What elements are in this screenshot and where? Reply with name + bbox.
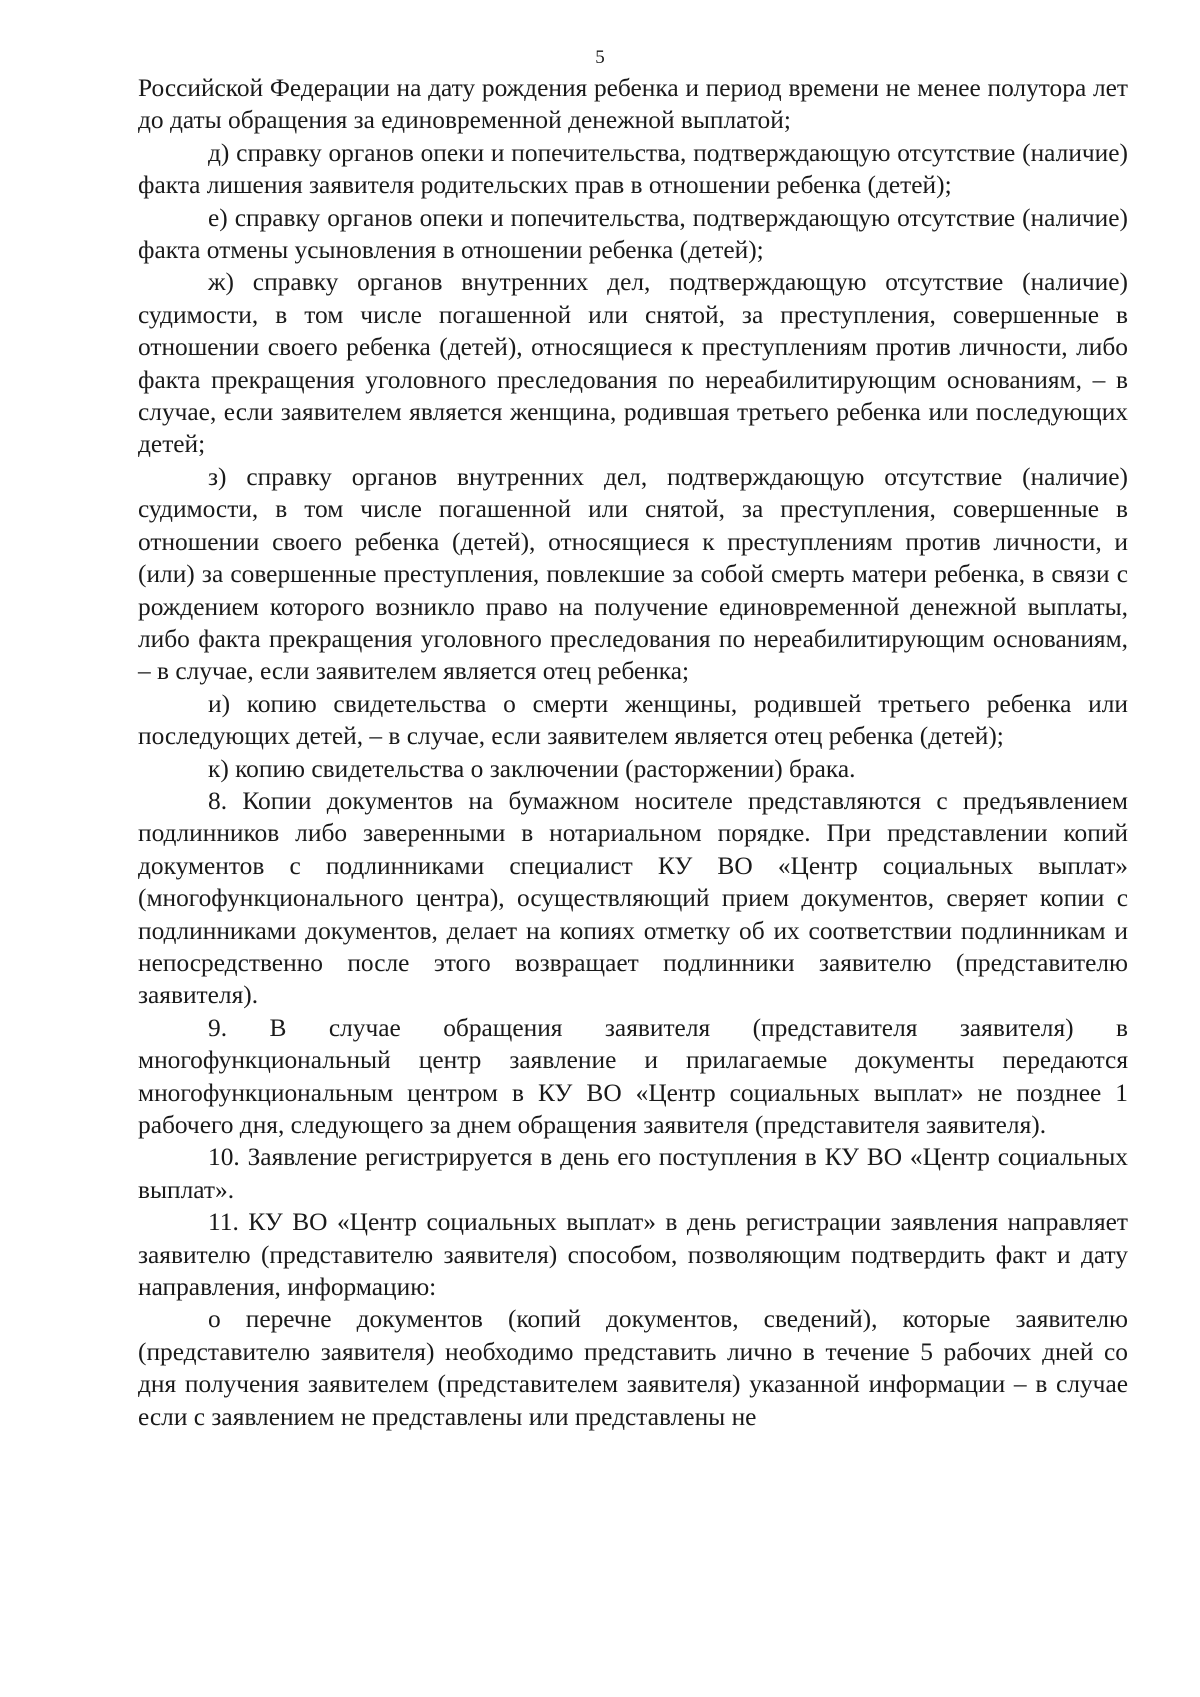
paragraph-item-zh: ж) справку органов внутренних дел, подтверждающую отсутствие (наличие) судимости, в том числе погашенной или снятой, за преступления, совершенные в отношении своего ребенка (детей), относящиеся к преступлениям против личности, либо факта прекращения уголовного преследования по нереабилитирующим основаниям, – в случае, если заявителем является женщина, родившая третьего ребенка или последующих детей; <box>138 268 1128 459</box>
paragraph-11-list-item: о перечне документов (копий документов, сведений), которые заявителю (представителю заявителя) необходимо представить лично в течение 5 рабочих дней со дня получения заявителем (представителем заявителя) указанной информации – в случае если с заявлением не представлены или представлены не <box>138 1305 1128 1431</box>
paragraph-11: 11. КУ ВО «Центр социальных выплат» в день регистрации заявления направляет заявителю (представителю заявителя) способом, позволяющим подтвердить факт и дату направления, информацию: <box>138 1208 1128 1302</box>
paragraph-8: 8. Копии документов на бумажном носителе представляются с предъявлением подлинников либо заверенными в нотариальном порядке. При представлении копий документов с подлинниками специалист КУ ВО «Центр социальных выплат» (многофункционального центра), осуществляющий прием документов, сверяет копии с подлинниками документов, делает на копиях отметку об их соответствии подлинникам и непосредственно после этого возвращает подлинники заявителю (представителю заявителя). <box>138 786 1128 1010</box>
paragraph-item-e: е) справку органов опеки и попечительства, подтверждающую отсутствие (наличие) факта отмены усыновления в отношении ребенка (детей); <box>138 203 1128 265</box>
paragraph-10: 10. Заявление регистрируется в день его поступления в КУ ВО «Центр социальных выплат». <box>138 1143 1128 1204</box>
paragraph-continuation: Российской Федерации на дату рождения ребенка и период времени не менее полутора лет до даты обращения за единовременной денежной выплатой; <box>138 74 1128 135</box>
paragraph-item-z: з) справку органов внутренних дел, подтверждающую отсутствие (наличие) судимости, в том числе погашенной или снятой, за преступления, совершенные в отношении своего ребенка (детей), относящиеся к преступлениям против личности, и (или) за совершенные преступления, повлекшие за собой смерть матери ребенка, в связи с рождением которого возникло право на получение единовременной денежной выплаты, либо факта прекращения уголовного преследования по нереабилитирующим основаниям, – в случае, если заявителем является отец ребенка; <box>138 462 1128 686</box>
paragraph-9: 9. В случае обращения заявителя (представителя заявителя) в многофункциональный центр заявление и прилагаемые документы передаются многофункциональным центром в КУ ВО «Центр социальных выплат» не позднее 1 рабочего дня, следующего за днем обращения заявителя (представителя заявителя). <box>138 1013 1128 1139</box>
paragraph-item-d: д) справку органов опеки и попечительства, подтверждающую отсутствие (наличие) факта лишения заявителя родительских прав в отношении ребенка (детей); <box>138 138 1128 200</box>
paragraph-item-k: к) копию свидетельства о заключении (расторжении) брака. <box>208 754 856 783</box>
page-number: 5 <box>595 47 605 68</box>
document-body <box>138 72 1128 1433</box>
paragraph-item-i: и) копию свидетельства о смерти женщины, родившей третьего ребенка или последующих детей, – в случае, если заявителем является отец ребенка (детей); <box>138 689 1128 751</box>
